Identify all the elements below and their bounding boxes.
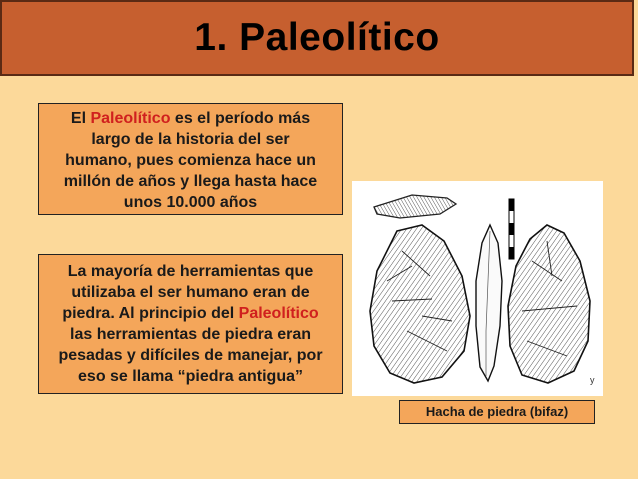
scale-bar (509, 199, 514, 259)
definition-line-2: largo de la historia del ser (91, 131, 290, 148)
definition-box (38, 103, 343, 215)
tools-line-2: utilizaba el ser humano eran de (71, 284, 310, 301)
slide-title: 1. Paleolítico (194, 16, 440, 59)
hand-axe-side-profile (476, 225, 502, 381)
definition-line-1: El Paleolítico es el período más (70, 110, 311, 127)
definition-line-4: millón de años y llega hasta hace (63, 173, 318, 190)
highlight-paleolitico: Paleolítico (238, 305, 319, 322)
highlight-paleolitico: Paleolítico (90, 110, 171, 127)
tools-line-5: pesadas y difíciles de manejar, por (58, 347, 323, 364)
top-profile-stone (374, 195, 456, 218)
tools-line-1: La mayoría de herramientas que (67, 263, 314, 280)
tools-line-6: eso se llama “piedra antigua” (78, 368, 303, 385)
image-caption: Hacha de piedra (bifaz) (399, 400, 595, 424)
hand-axe-right-face (508, 225, 590, 383)
hand-axe-illustration (352, 181, 603, 396)
tools-box (38, 254, 343, 394)
figure-small-label: y (590, 375, 595, 385)
title-bar (0, 0, 634, 76)
definition-line-3: humano, pues comienza hace un (65, 152, 316, 169)
hand-axe-left-face (370, 225, 470, 383)
tools-line-3: piedra. Al principio del Paleolítico (62, 305, 319, 322)
tools-line-4: las herramientas de piedra eran (70, 326, 311, 343)
hand-axe-drawing (352, 181, 603, 396)
definition-line-5: unos 10.000 años (123, 194, 258, 211)
